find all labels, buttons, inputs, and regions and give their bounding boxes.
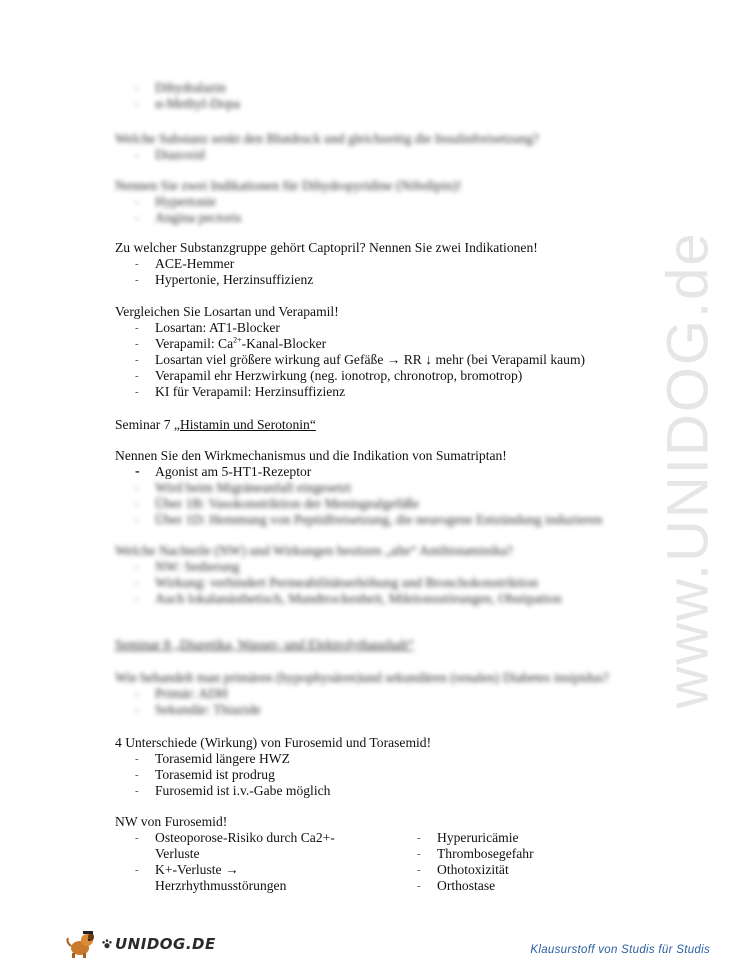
dog-icon xyxy=(65,929,99,959)
section-captopril xyxy=(115,240,655,288)
list-item: - Wirkung: verhindert Permeabilitätserhöhung und Bronchokonstriktion xyxy=(135,575,539,590)
blurred-section-3 xyxy=(115,178,655,226)
nw-left-column xyxy=(115,830,375,894)
list-item: - Thrombosegefahr xyxy=(417,846,534,861)
list-item: - Über 1D: Hemmung von Peptidfreisetzung, die neurogene Entzündung induzieren xyxy=(135,512,603,527)
list-item: - Osteoporose-Risiko durch Ca2+- Verluste xyxy=(135,830,335,861)
section-sumatriptan xyxy=(115,448,655,528)
list-item: - ACE-Hemmer xyxy=(135,256,235,271)
list-item: - Verapamil: $Ca^{2+}-Kanal$-Blocker xyxy=(135,335,327,351)
list-item: - α-Methyl-Dopa xyxy=(135,96,240,111)
paw-icon xyxy=(101,938,113,950)
list-item: - Torasemid ist prodrug xyxy=(135,767,275,782)
list-item: - Orthostase xyxy=(417,878,496,893)
question: Welche Nachteile (NW) und Wirkungen besitzen „alte“ Antihistaminika? xyxy=(115,543,513,558)
list-item: - Torasemid längere HWZ xyxy=(135,751,290,766)
seminar-7-heading: Seminar 7 „Histamin und Serotonin“ xyxy=(115,417,316,432)
list-item: - K+-Verluste → Herzrhythmusstörungen xyxy=(135,862,287,893)
question: Welche Substanz senkt den Blutdruck und gleichzeitig die Insulinfreisetzung? xyxy=(115,131,539,146)
blurred-seminar-8-heading: Seminar 8 „Diuretika, Wasser- und Elektrolythaushalt“ xyxy=(115,637,414,652)
question: 4 Unterschiede (Wirkung) von Furosemid und Torasemid! xyxy=(115,735,432,750)
list-item: - Dihydralazin xyxy=(135,80,226,95)
watermark: www.UNIDOG.de xyxy=(655,231,721,709)
blurred-section-2 xyxy=(115,131,655,163)
list-item: - Hypertonie xyxy=(135,194,217,209)
blurred-section-5 xyxy=(115,670,655,718)
list-item: - Sekundär: Thiazide xyxy=(135,702,261,717)
list-item: - KI für Verapamil: Herzinsuffizienz xyxy=(135,384,346,399)
list-item: - Primär: ADH xyxy=(135,686,228,701)
list-item: - Angina pectoris xyxy=(135,210,242,225)
list-item: - Diazoxid xyxy=(135,147,205,162)
list-item: - Auch lokalanästhetisch, Mundtrockenheit, Miktionsstörungen, Obstipation xyxy=(135,591,562,606)
question: Nennen Sie den Wirkmechanismus und die Indikation von Sumatriptan! xyxy=(115,448,507,463)
list-item: - Wird beim Migräneanfall eingesetzt xyxy=(135,480,352,495)
list-item: - Über 1B: Vasokonstriktion der Meningealgefäße xyxy=(135,496,420,511)
logo-text: UNIDOG.DE xyxy=(115,935,216,953)
section-nw-furosemid xyxy=(115,814,655,894)
list-item: - Furosemid ist i.v.-Gabe möglich xyxy=(135,783,331,798)
nw-right-column xyxy=(397,830,597,894)
list-item: - Agonist am 5-HT1-Rezeptor xyxy=(135,464,312,479)
question: Nennen Sie zwei Indikationen für Dihydropyridine (Nifedipin)! xyxy=(115,178,462,193)
question: Zu welcher Substanzgruppe gehört Captopril? Nennen Sie zwei Indikationen! xyxy=(115,240,538,255)
section-furosemid-torasemid xyxy=(115,735,655,799)
list-item: - Othotoxizität xyxy=(417,862,509,877)
list-item: - Hyperuricämie xyxy=(417,830,519,845)
blurred-section-1 xyxy=(115,80,655,112)
blurred-section-4 xyxy=(115,543,655,607)
question: Vergleichen Sie Losartan und Verapamil! xyxy=(115,304,339,319)
list-item: - Hypertonie, Herzinsuffizienz xyxy=(135,272,314,287)
list-item: - Losartan: AT1-Blocker xyxy=(135,320,280,335)
list-item: - Losartan viel größere wirkung auf Gefäße → RR ↓ mehr (bei Verapamil kaum) xyxy=(135,352,586,367)
list-item: - Verapamil ehr Herzwirkung (neg. ionotrop, chronotrop, bromotrop) xyxy=(135,368,523,383)
section-losartan xyxy=(115,304,655,400)
unidog-logo xyxy=(65,928,216,960)
question: NW von Furosemid! xyxy=(115,814,228,829)
footer-tagline: Klausurstoff von Studis für Studis xyxy=(530,944,710,956)
list-item: - NW: Sedierung xyxy=(135,559,240,574)
question: Wie behandelt man primären (hypophysären)und sekundären (renalen) Diabetes insipidus? xyxy=(115,670,609,685)
